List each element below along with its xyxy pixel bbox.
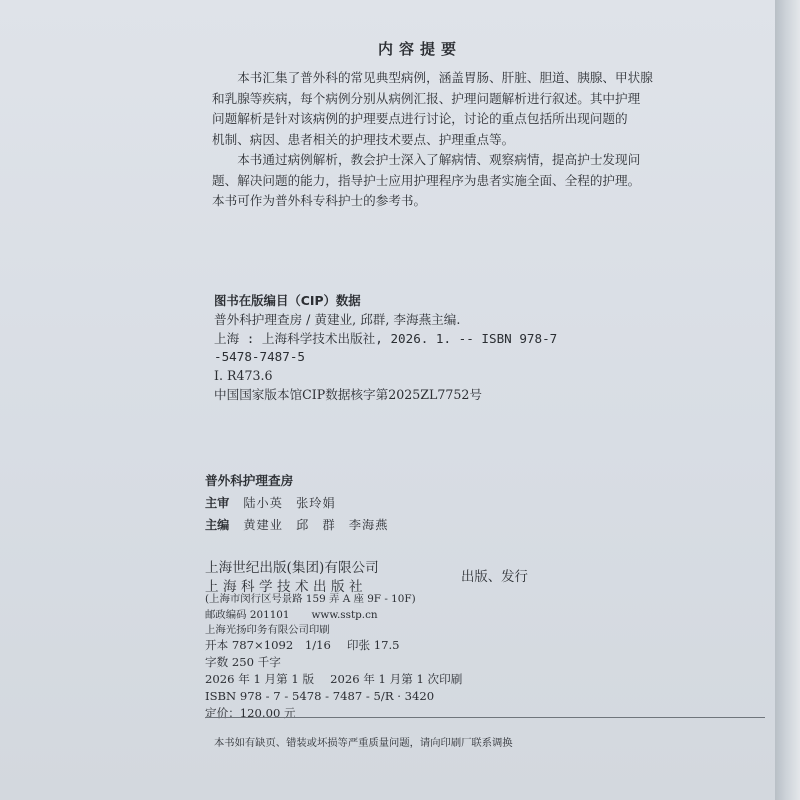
format-row <box>205 637 462 654</box>
cip-line: 上海 : 上海科学技术出版社, 2026. 1. -- ISBN 978-7 <box>214 330 558 346</box>
publish-action: 出版、发行 <box>461 570 528 585</box>
format: 开本 787×1092 1/16 <box>205 638 331 652</box>
editors-names: 黄建业 邱 群 李海燕 <box>243 518 389 532</box>
book-info-block <box>205 470 388 536</box>
edition: 2026 年 1 月第 1 版 <box>205 672 315 686</box>
summary-line: 问题解析是针对该病例的护理要点进行讨论，讨论的重点包括所出现问题的 <box>212 111 628 126</box>
publisher-name: 上海科学技术出版社 <box>205 579 367 595</box>
isbn: ISBN 978 - 7 - 5478 - 7487 - 5/R · 3420 <box>205 689 435 703</box>
printer: 上海光扬印务有限公司印刷 <box>205 624 330 637</box>
editors-row <box>205 514 388 536</box>
summary-title: 内容提要 <box>377 40 462 58</box>
edition-row <box>205 671 462 688</box>
cip-line: 中国国家版本馆CIP数据核字第2025ZL7752号 <box>214 386 483 402</box>
summary-line: 本书汇集了普外科的常见典型病例，涵盖胃肠、肝脏、胆道、胰腺、甲状腺 <box>237 70 653 85</box>
summary-line: 和乳腺等疾病，每个病例分别从病例汇报、护理问题解析进行叙述。其中护理 <box>212 90 641 106</box>
cip-heading: 图书在版编目（CIP）数据 <box>214 293 361 308</box>
summary-line: 机制、病因、患者相关的护理技术要点、护理重点等。 <box>212 131 515 147</box>
summary-line: 题、解决问题的能力，指导护士应用护理程序为患者实施全面、全程的护理。 <box>212 172 641 188</box>
publisher-group-name: 上海世纪出版(集团)有限公司 <box>205 560 379 576</box>
cip-line: Ⅰ. R473.6 <box>214 368 273 384</box>
quality-notice: 本书如有缺页、错装或坏损等严重质量问题，请向印刷厂联系调换 <box>214 737 513 749</box>
page-edge <box>775 0 800 800</box>
reviewers-names: 陆小英 张玲娟 <box>243 496 336 510</box>
word-count: 字数 250 千字 <box>205 655 281 669</box>
summary-paragraph-2 <box>212 150 652 212</box>
book-title: 普外科护理查房 <box>205 473 294 488</box>
website: www.sstp.cn <box>311 608 378 621</box>
printing: 2026 年 1 月第 1 次印刷 <box>330 672 463 686</box>
sheets: 印张 17.5 <box>346 638 400 652</box>
reviewers-label: 主审 <box>205 496 230 510</box>
postcode: 邮政编码 201101 <box>205 608 290 621</box>
summary-line: 本书可作为普外科专科护士的参考书。 <box>212 193 427 208</box>
price: 定价：120.00 元 <box>205 706 296 720</box>
book-specs <box>205 637 462 722</box>
reviewers-row <box>205 492 388 514</box>
publisher-address: (上海市闵行区号景路 159 弄 A 座 9F - 10F) <box>205 593 416 605</box>
cip-line: -5478-7487-5 <box>214 349 305 365</box>
summary-line: 本书通过病例解析，教会护士深入了解病情、观察病情，提高护士发现问 <box>237 152 641 167</box>
publisher-details <box>205 592 416 639</box>
editors-label: 主编 <box>205 518 230 532</box>
cip-data-block <box>214 292 557 405</box>
divider-rule <box>205 717 765 718</box>
cip-line: 普外科护理查房 / 黄建业, 邱群, 李海燕主编. <box>214 311 461 327</box>
postcode-row <box>205 608 416 624</box>
summary-paragraph-1 <box>212 68 652 150</box>
